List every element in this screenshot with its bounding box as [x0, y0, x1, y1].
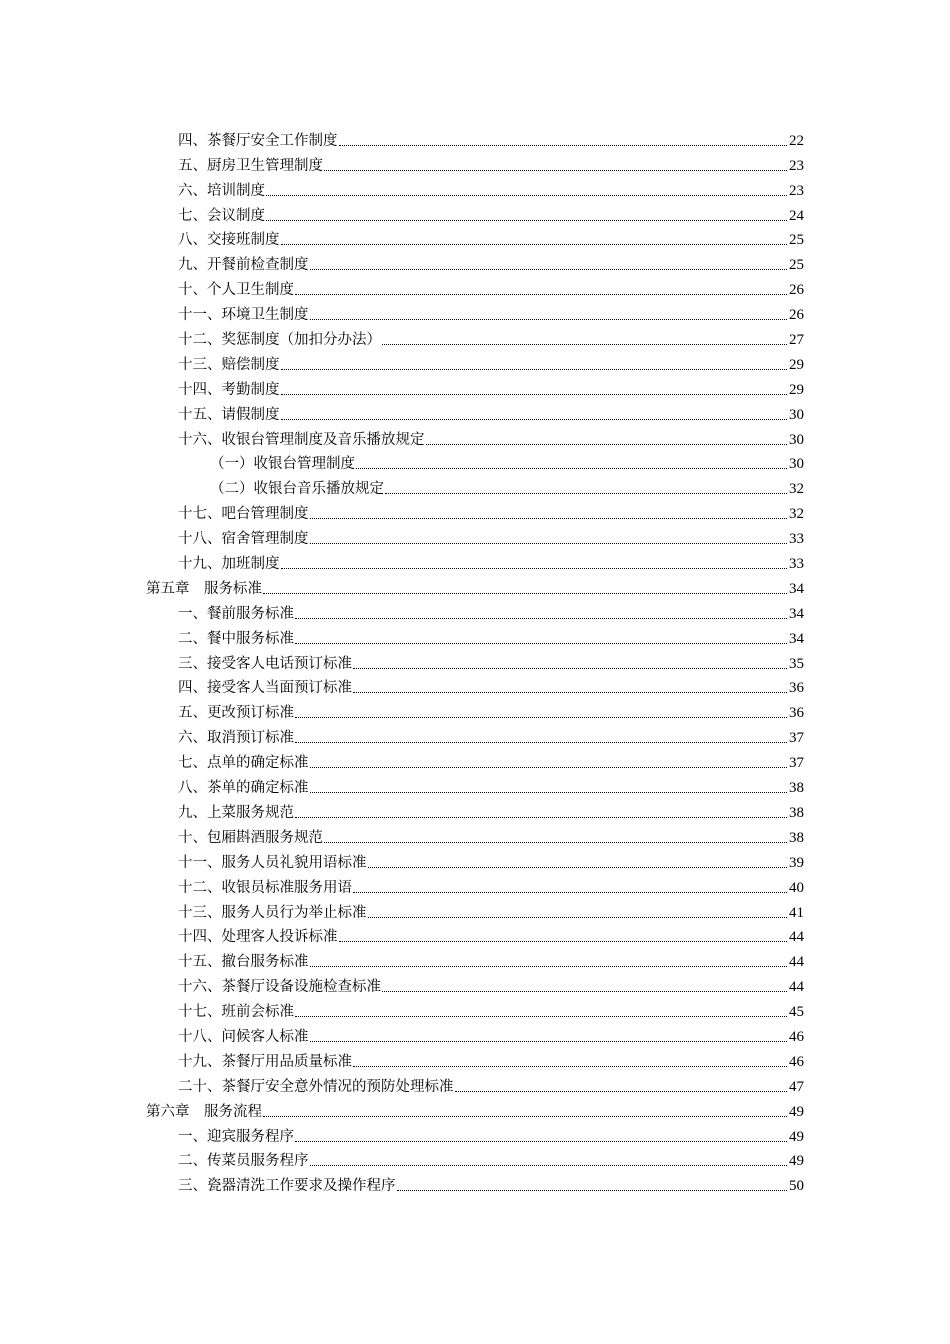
toc-entry-title: 第五章 服务标准: [146, 580, 262, 597]
toc-entry-title: 二、餐中服务标准: [178, 630, 294, 647]
toc-entry-title: （二）收银台音乐播放规定: [210, 481, 384, 498]
toc-entry-title: 十五、请假制度: [178, 406, 280, 423]
toc-entry-page-number: 29: [789, 356, 804, 373]
toc-entry-title: 七、会议制度: [178, 207, 265, 224]
toc-dot-leader: [353, 668, 787, 669]
toc-entry-title: 八、茶单的确定标准: [178, 780, 309, 797]
toc-dot-leader: [397, 1190, 788, 1191]
toc-entry-title: 三、接受客人电话预订标准: [178, 655, 352, 672]
toc-entry-page-number: 44: [789, 954, 804, 971]
toc-dot-leader: [295, 643, 787, 644]
toc-entry-title: 十六、茶餐厅设备设施检查标准: [178, 979, 381, 996]
toc-dot-leader: [295, 742, 787, 743]
toc-entry-title: 十六、收银台管理制度及音乐播放规定: [178, 431, 425, 448]
toc-section-entry[interactable]: [0, 898, 950, 923]
toc-entry-page-number: 49: [789, 1103, 804, 1120]
toc-section-entry[interactable]: [0, 126, 950, 151]
toc-entry-page-number: 44: [789, 979, 804, 996]
toc-entry-page-number: 38: [789, 780, 804, 797]
toc-dot-leader: [295, 294, 787, 295]
toc-dot-leader: [324, 842, 787, 843]
toc-entry-page-number: 34: [789, 630, 804, 647]
toc-entry-title: 一、餐前服务标准: [178, 605, 294, 622]
toc-dot-leader: [281, 568, 788, 569]
toc-entry-title: 六、取消预订标准: [178, 730, 294, 747]
toc-dot-leader: [281, 394, 788, 395]
toc-dot-leader: [353, 1066, 787, 1067]
toc-dot-leader: [310, 792, 788, 793]
toc-section-entry[interactable]: [0, 400, 950, 425]
toc-entry-page-number: 27: [789, 332, 804, 349]
toc-section-entry[interactable]: [0, 226, 950, 251]
toc-chapter-entry[interactable]: [0, 574, 950, 599]
toc-section-entry[interactable]: [0, 1122, 950, 1147]
toc-section-entry[interactable]: [0, 1047, 950, 1072]
toc-entry-title: 十二、收银员标准服务用语: [178, 879, 352, 896]
toc-dot-leader: [266, 220, 787, 221]
toc-section-entry[interactable]: [0, 425, 950, 450]
toc-entry-page-number: 33: [789, 531, 804, 548]
toc-dot-leader: [455, 1091, 788, 1092]
toc-entry-title: 十一、环境卫生制度: [178, 307, 309, 324]
toc-section-entry[interactable]: [0, 674, 950, 699]
toc-entry-title: 十九、茶餐厅用品质量标准: [178, 1053, 352, 1070]
toc-entry-page-number: 45: [789, 1004, 804, 1021]
toc-entry-page-number: 35: [789, 655, 804, 672]
toc-entry-page-number: 36: [789, 705, 804, 722]
toc-entry-title: 十八、问候客人标准: [178, 1028, 309, 1045]
toc-section-entry[interactable]: [0, 1171, 950, 1196]
toc-entry-page-number: 22: [789, 132, 804, 149]
toc-entry-title: 十七、吧台管理制度: [178, 506, 309, 523]
toc-section-entry[interactable]: [0, 823, 950, 848]
toc-section-entry[interactable]: [0, 624, 950, 649]
toc-entry-title: 十七、班前会标准: [178, 1004, 294, 1021]
toc-entry-title: 第六章 服务流程: [146, 1103, 262, 1120]
toc-entry-page-number: 34: [789, 605, 804, 622]
toc-entry-title: 十、个人卫生制度: [178, 282, 294, 299]
toc-dot-leader: [385, 493, 787, 494]
toc-dot-leader: [281, 369, 788, 370]
toc-subsection-entry[interactable]: [0, 450, 950, 475]
toc-section-entry[interactable]: [0, 649, 950, 674]
toc-section-entry[interactable]: [0, 350, 950, 375]
toc-entry-page-number: 23: [789, 157, 804, 174]
toc-subsection-entry[interactable]: [0, 474, 950, 499]
toc-section-entry[interactable]: [0, 873, 950, 898]
toc-entry-title: 十四、考勤制度: [178, 381, 280, 398]
toc-section-entry[interactable]: [0, 923, 950, 948]
toc-entry-page-number: 25: [789, 257, 804, 274]
toc-entry-title: 十三、服务人员行为举止标准: [178, 904, 367, 921]
toc-entry-page-number: 30: [789, 431, 804, 448]
toc-entry-title: 十四、处理客人投诉标准: [178, 929, 338, 946]
toc-entry-title: 五、更改预订标准: [178, 705, 294, 722]
table-of-contents: [0, 126, 950, 1196]
toc-entry-page-number: 46: [789, 1028, 804, 1045]
toc-entry-page-number: 25: [789, 232, 804, 249]
toc-dot-leader: [353, 892, 787, 893]
toc-section-entry[interactable]: [0, 748, 950, 773]
toc-section-entry[interactable]: [0, 848, 950, 873]
toc-dot-leader: [310, 269, 788, 270]
toc-section-entry[interactable]: [0, 524, 950, 549]
toc-dot-leader: [310, 319, 788, 320]
toc-entry-page-number: 47: [789, 1078, 804, 1095]
toc-dot-leader: [356, 468, 787, 469]
toc-dot-leader: [295, 717, 787, 718]
toc-dot-leader: [339, 145, 788, 146]
toc-entry-title: 九、上菜服务规范: [178, 804, 294, 821]
toc-dot-leader: [368, 917, 788, 918]
toc-dot-leader: [263, 1116, 787, 1117]
toc-entry-page-number: 24: [789, 207, 804, 224]
toc-section-entry[interactable]: [0, 1147, 950, 1172]
toc-entry-title: 五、厨房卫生管理制度: [178, 157, 323, 174]
toc-entry-page-number: 49: [789, 1153, 804, 1170]
toc-dot-leader: [310, 543, 788, 544]
toc-dot-leader: [353, 692, 787, 693]
toc-entry-title: 十、包厢斟酒服务规范: [178, 829, 323, 846]
toc-entry-page-number: 30: [789, 406, 804, 423]
toc-section-entry[interactable]: [0, 798, 950, 823]
toc-section-entry[interactable]: [0, 275, 950, 300]
toc-entry-title: 四、茶餐厅安全工作制度: [178, 132, 338, 149]
toc-dot-leader: [310, 518, 788, 519]
toc-entry-title: 三、瓷器清洗工作要求及操作程序: [178, 1178, 396, 1195]
toc-section-entry[interactable]: [0, 549, 950, 574]
toc-dot-leader: [310, 767, 788, 768]
toc-entry-page-number: 37: [789, 755, 804, 772]
toc-entry-title: 二十、茶餐厅安全意外情况的预防处理标准: [178, 1078, 454, 1095]
toc-section-entry[interactable]: [0, 723, 950, 748]
toc-dot-leader: [295, 1141, 787, 1142]
toc-entry-title: 十二、奖惩制度（加扣分办法）: [178, 332, 381, 349]
toc-dot-leader: [382, 344, 787, 345]
toc-entry-title: 十五、撤台服务标准: [178, 954, 309, 971]
toc-dot-leader: [426, 444, 788, 445]
toc-dot-leader: [324, 170, 787, 171]
toc-section-entry[interactable]: [0, 972, 950, 997]
toc-entry-page-number: 30: [789, 456, 804, 473]
toc-entry-page-number: 32: [789, 506, 804, 523]
toc-entry-page-number: 38: [789, 804, 804, 821]
toc-entry-title: 四、接受客人当面预订标准: [178, 680, 352, 697]
toc-section-entry[interactable]: [0, 599, 950, 624]
toc-dot-leader: [368, 867, 788, 868]
toc-section-entry[interactable]: [0, 1022, 950, 1047]
toc-section-entry[interactable]: [0, 947, 950, 972]
toc-dot-leader: [339, 941, 788, 942]
toc-section-entry[interactable]: [0, 375, 950, 400]
toc-entry-page-number: 41: [789, 904, 804, 921]
toc-entry-title: （一）收银台管理制度: [210, 456, 355, 473]
toc-section-entry[interactable]: [0, 325, 950, 350]
toc-entry-page-number: 26: [789, 307, 804, 324]
toc-section-entry[interactable]: [0, 773, 950, 798]
toc-dot-leader: [310, 966, 788, 967]
toc-entry-page-number: 29: [789, 381, 804, 398]
toc-entry-page-number: 23: [789, 182, 804, 199]
toc-dot-leader: [263, 593, 787, 594]
toc-entry-page-number: 34: [789, 580, 804, 597]
toc-dot-leader: [295, 817, 787, 818]
toc-dot-leader: [295, 618, 787, 619]
toc-entry-page-number: 39: [789, 854, 804, 871]
toc-entry-page-number: 33: [789, 556, 804, 573]
toc-entry-title: 二、传菜员服务程序: [178, 1153, 309, 1170]
toc-section-entry[interactable]: [0, 499, 950, 524]
toc-dot-leader: [281, 419, 788, 420]
toc-entry-page-number: 37: [789, 730, 804, 747]
toc-dot-leader: [266, 195, 787, 196]
toc-entry-title: 十九、加班制度: [178, 556, 280, 573]
toc-entry-page-number: 50: [789, 1178, 804, 1195]
toc-dot-leader: [310, 1041, 788, 1042]
toc-entry-title: 十八、宿舍管理制度: [178, 531, 309, 548]
toc-entry-title: 七、点单的确定标准: [178, 755, 309, 772]
toc-chapter-entry[interactable]: [0, 1097, 950, 1122]
toc-entry-page-number: 40: [789, 879, 804, 896]
toc-section-entry[interactable]: [0, 250, 950, 275]
toc-entry-title: 九、开餐前检查制度: [178, 257, 309, 274]
toc-dot-leader: [295, 1016, 787, 1017]
toc-section-entry[interactable]: [0, 201, 950, 226]
toc-entry-title: 十一、服务人员礼貌用语标准: [178, 854, 367, 871]
toc-entry-title: 八、交接班制度: [178, 232, 280, 249]
toc-section-entry[interactable]: [0, 698, 950, 723]
toc-dot-leader: [281, 244, 788, 245]
toc-entry-page-number: 38: [789, 829, 804, 846]
toc-entry-page-number: 26: [789, 282, 804, 299]
toc-dot-leader: [382, 991, 787, 992]
toc-section-entry[interactable]: [0, 176, 950, 201]
toc-entry-page-number: 46: [789, 1053, 804, 1070]
toc-section-entry[interactable]: [0, 1072, 950, 1097]
toc-dot-leader: [310, 1165, 788, 1166]
toc-entry-page-number: 32: [789, 481, 804, 498]
toc-section-entry[interactable]: [0, 997, 950, 1022]
toc-entry-title: 六、培训制度: [178, 182, 265, 199]
toc-entry-title: 十三、赔偿制度: [178, 356, 280, 373]
toc-section-entry[interactable]: [0, 151, 950, 176]
toc-section-entry[interactable]: [0, 300, 950, 325]
toc-entry-page-number: 49: [789, 1128, 804, 1145]
toc-entry-page-number: 44: [789, 929, 804, 946]
toc-entry-page-number: 36: [789, 680, 804, 697]
toc-entry-title: 一、迎宾服务程序: [178, 1128, 294, 1145]
